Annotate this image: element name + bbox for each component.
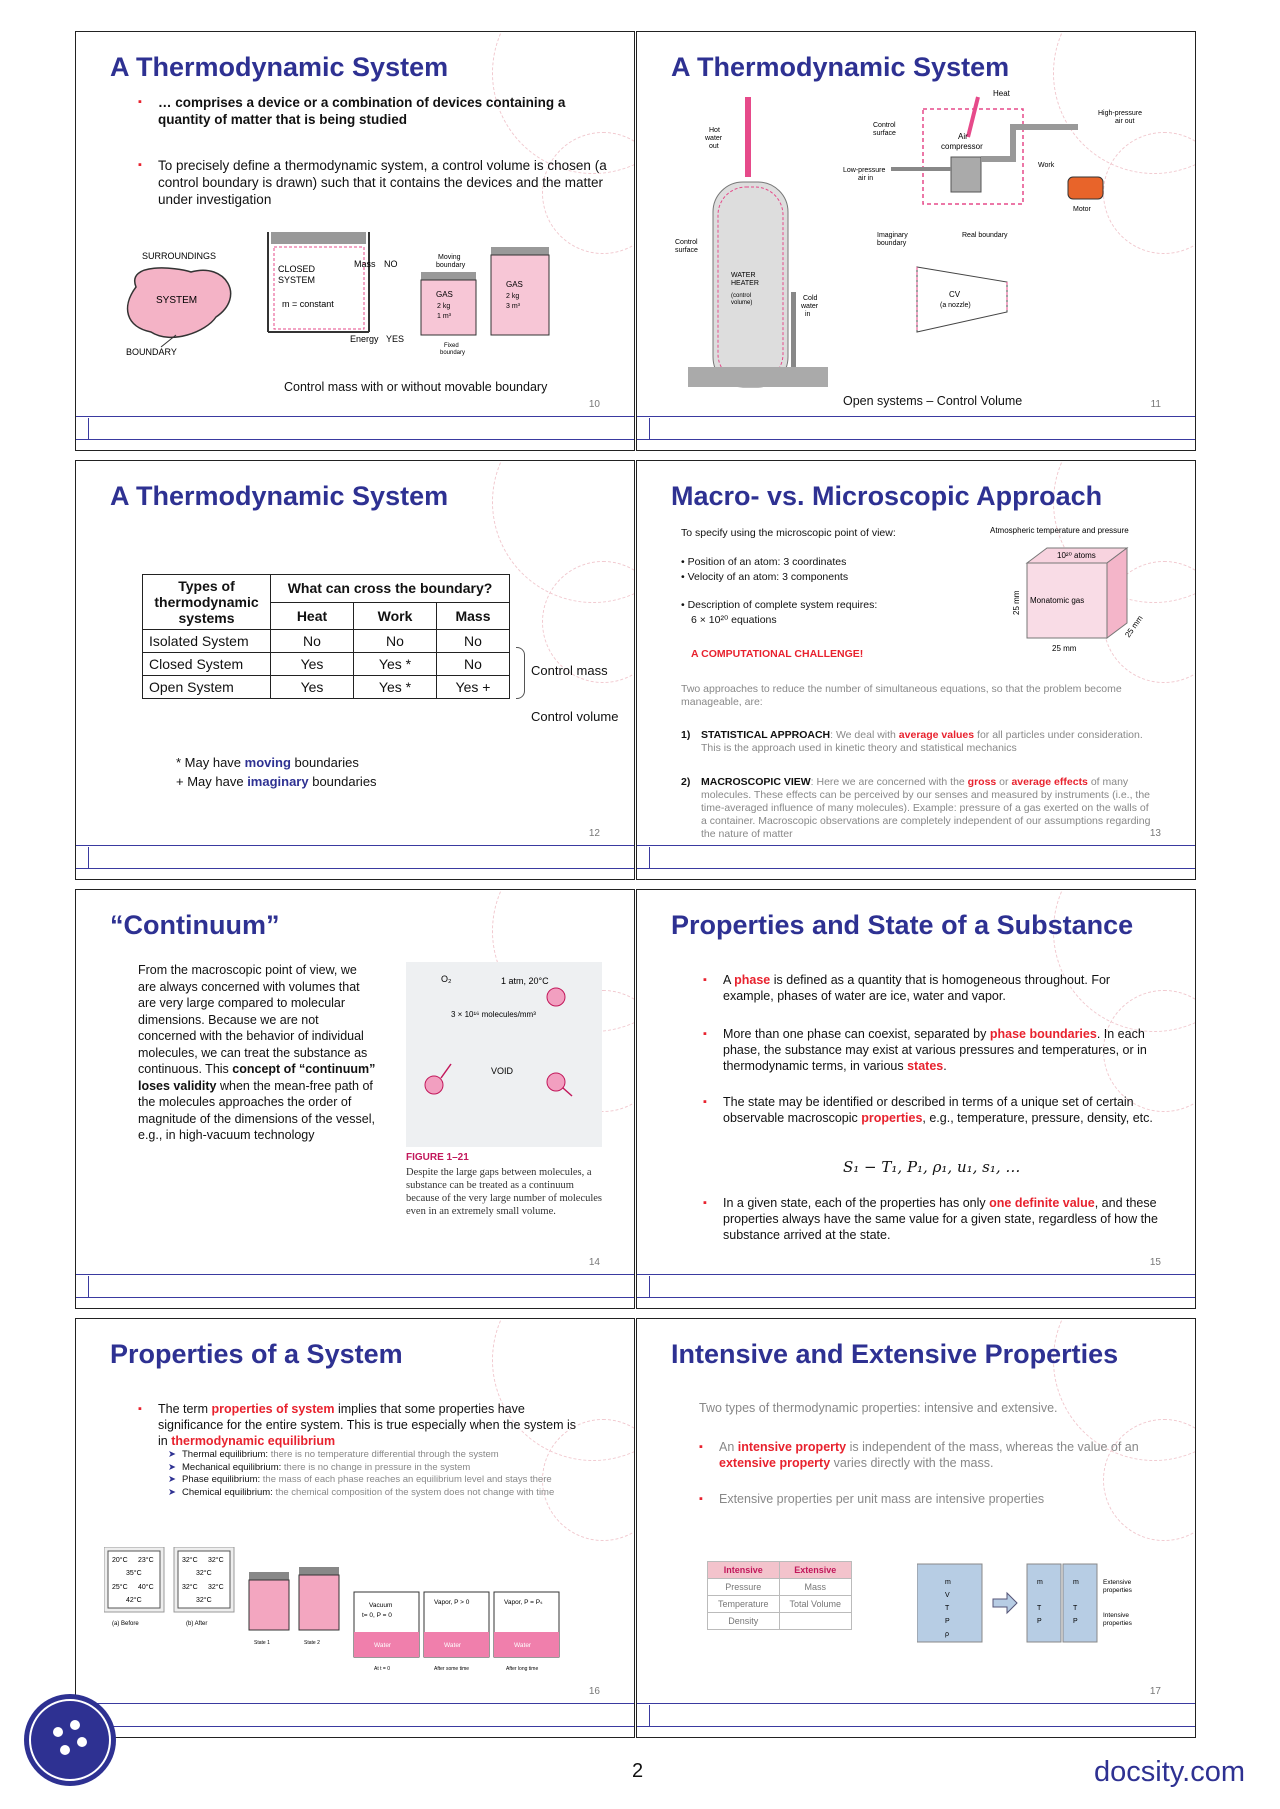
label: Extensive <box>1103 1579 1132 1586</box>
label: Control <box>675 239 698 246</box>
continuum-figure <box>406 962 606 1147</box>
label: State 1 <box>254 1640 270 1646</box>
slide-number: 12 <box>588 828 600 839</box>
label: Energy <box>350 334 379 344</box>
slide-title: A Thermodynamic System <box>671 52 1010 82</box>
label: Monatomic gas <box>1030 596 1085 605</box>
label: 25°C <box>112 1584 128 1591</box>
label: T <box>1073 1605 1078 1612</box>
label: CLOSED <box>278 264 316 274</box>
label: Heat <box>993 89 1010 98</box>
label: P <box>945 1618 950 1625</box>
label: 3 × 10¹⁶ molecules/mm³ <box>451 1010 536 1019</box>
intensive-extensive-figure <box>917 1559 1157 1649</box>
bullet: ▪ Extensive properties per unit mass are intensive properties <box>719 1491 1159 1507</box>
brace <box>516 647 525 699</box>
intro-text: Two types of thermodynamic properties: intensive and extensive. <box>699 1401 1058 1415</box>
label: t= 0, P = 0 <box>362 1612 392 1619</box>
figure-label: FIGURE 1–21 <box>406 1152 469 1163</box>
label: 32°C <box>182 1557 198 1564</box>
label: SYSTEM <box>278 275 316 285</box>
slide-title: Properties and State of a Substance <box>671 910 1134 940</box>
label: Hot <box>709 127 720 134</box>
label: 32°C <box>196 1597 212 1604</box>
label: m <box>945 1579 951 1586</box>
slide-10 <box>75 31 635 451</box>
label: 20°C <box>112 1557 128 1564</box>
equilibrium-figure <box>104 1547 634 1697</box>
label: Motor <box>1073 206 1091 213</box>
slide-number: 13 <box>1149 828 1161 839</box>
system-types-table <box>142 574 510 699</box>
label: T <box>1037 1605 1042 1612</box>
slide-title: A Thermodynamic System <box>110 52 449 82</box>
approach-2: 2) MACROSCOPIC VIEW: Here we are concerned with the gross or average effects of many molecules. These effects can be perceived by our senses and measured by instruments (i.e., the time-averaged influence of many molecules). Example: pressure of a gas exerted on the walls of a container. Macroscopic observations are completely independent of our assumptions regarding the nature of matter <box>681 776 1151 840</box>
bullet: ▪ The term properties of system implies that some properties have significance for the entire system. This is true especially when the system is in thermodynamic equilibrium <box>158 1401 578 1449</box>
label: After long time <box>506 1666 539 1672</box>
label: 32°C <box>208 1557 224 1564</box>
label: (control <box>731 293 752 299</box>
figure-caption: Open systems – Control Volume <box>843 394 1023 408</box>
label: Air <box>958 132 968 141</box>
label: Water <box>444 1642 462 1649</box>
label: water <box>705 135 723 142</box>
label: out <box>709 143 719 150</box>
table-row: Pressure Mass <box>708 1579 852 1596</box>
label: WATER <box>731 272 756 279</box>
label: At t = 0 <box>374 1666 390 1672</box>
label: in <box>805 311 811 318</box>
label: boundary <box>436 262 466 269</box>
bullet <box>158 157 608 208</box>
slide-14 <box>75 889 635 1309</box>
table-row: Density <box>708 1613 852 1630</box>
label: surface <box>675 247 698 254</box>
bullet: ▪ A phase is defined as a quantity that is homogeneous throughout. For example, phases of water are ice, water and vapor. <box>723 972 1163 1004</box>
table-row: Closed System Yes Yes * No <box>143 653 510 676</box>
table-row: Isolated System No No No <box>143 630 510 653</box>
label: Vapor, P = Pₛ <box>504 1599 543 1606</box>
label: GAS <box>436 290 453 299</box>
label: Moving <box>438 254 461 261</box>
label: T <box>945 1605 950 1612</box>
label: water <box>801 303 819 310</box>
label: 32°C <box>196 1570 212 1577</box>
table-header: Mass <box>437 602 510 630</box>
label: 32°C <box>182 1584 198 1591</box>
label: 35°C <box>126 1570 142 1577</box>
slide-title: Properties of a System <box>110 1339 403 1369</box>
nozzle-figure <box>877 227 1127 347</box>
control-volume-label: Control volume <box>531 709 619 724</box>
label: 25 mm <box>1052 644 1077 653</box>
label: m <box>1037 1579 1043 1586</box>
label: HEATER <box>731 280 759 287</box>
label: 25 mm <box>1012 590 1021 615</box>
label: SYSTEM <box>156 295 198 306</box>
slide-15 <box>636 889 1196 1309</box>
intro-text: To specify using the microscopic point of view: <box>681 527 896 539</box>
label: Fixed <box>444 343 459 349</box>
figure-text: Despite the large gaps between molecules, a substance can be treated as a continuum because of the very large number of molecules even in an extremely small volume. <box>406 1167 603 1217</box>
slide-title: “Continuum” <box>110 910 280 940</box>
label: Vacuum <box>369 1602 393 1609</box>
approaches-text: Two approaches to reduce the number of simultaneous equations, so that the problem become manageable, are: <box>681 683 1122 708</box>
label: air in <box>858 175 874 182</box>
label: ρ <box>945 1631 949 1638</box>
slide-number: 11 <box>1150 399 1161 410</box>
table-header: Heat <box>271 602 354 630</box>
label: m = constant <box>282 299 334 309</box>
label: Atmospheric temperature and pressure <box>990 526 1129 535</box>
label: (a) Before <box>112 1621 139 1627</box>
label: 3 m³ <box>506 303 520 310</box>
note: * May have moving boundaries + May have imaginary boundaries <box>176 755 377 789</box>
label: After some time <box>434 1666 470 1672</box>
label: NO <box>384 259 398 269</box>
approach-1: 1) STATISTICAL APPROACH: We deal with average values for all particles under consideration. This is the approach used in kinetic theory and statistical mechanics <box>681 729 1143 754</box>
bullet-text: … comprises a device or a combination of devices containing a quantity of matter that is being studied <box>158 95 566 127</box>
slide-title: A Thermodynamic System <box>110 481 449 511</box>
bullet: ▪ More than one phase can coexist, separated by phase boundaries. In each phase, the substance may exist at various pressures and temperatures, or in thermodynamic terms, in various states. <box>723 1026 1163 1074</box>
bullet: ▪ The state may be identified or described in terms of a unique set of certain observable macroscopic properties, e.g., temperature, pressure, density, etc. <box>723 1094 1163 1126</box>
label: VOID <box>491 1066 514 1076</box>
docsity-logo-icon <box>20 1690 120 1790</box>
figure-caption: Control mass with or without movable boundary <box>284 380 548 394</box>
label: BOUNDARY <box>126 347 177 357</box>
label: SURROUNDINGS <box>142 251 217 261</box>
slide-number: 15 <box>1149 1257 1161 1268</box>
slide-number: 16 <box>588 1686 600 1697</box>
label: P <box>1073 1618 1078 1625</box>
slide-12 <box>75 460 635 880</box>
control-mass-label: Control mass <box>531 663 608 678</box>
brand-link[interactable]: docsity.com <box>1094 1756 1245 1788</box>
label: Mass <box>354 259 376 269</box>
cube-figure <box>987 523 1167 653</box>
micro-list: • Position of an atom: 3 coordinates • Velocity of an atom: 3 components • Description of complete system requires: 6 × 10²⁰ equations <box>681 556 878 626</box>
table-row: Open System Yes Yes * Yes + <box>143 676 510 699</box>
challenge-text: A COMPUTATIONAL CHALLENGE! <box>691 648 864 660</box>
label: Work <box>1038 162 1055 169</box>
label: (a nozzle) <box>940 302 971 309</box>
label: 1 m³ <box>437 313 451 320</box>
label: 25 mm <box>1123 613 1145 640</box>
bullet: ▪ An intensive property is independent of the mass, whereas the value of an extensive property varies directly with the mass. <box>719 1439 1159 1471</box>
page-number: 2 <box>632 1760 644 1782</box>
properties-table: Intensive Extensive Pressure Mass Temperature Total Volume Density <box>707 1561 852 1630</box>
slide-17 <box>636 1318 1196 1738</box>
label: Control <box>873 122 896 129</box>
slide-number: 14 <box>588 1257 600 1268</box>
slide-11 <box>636 31 1196 451</box>
label: 2 kg <box>437 303 451 310</box>
label: V <box>945 1592 950 1599</box>
slide-title: Intensive and Extensive Properties <box>671 1339 1119 1369</box>
compressor-figure <box>843 87 1173 217</box>
label: O₂ <box>441 974 452 984</box>
label: Water <box>514 1642 532 1649</box>
label: High-pressure <box>1098 110 1142 117</box>
label: Cold <box>803 295 818 302</box>
bullet: ▪ In a given state, each of the properties has only one definite value, and these properties always have the same value for a given state, regardless of how the substance arrived at the state. <box>723 1195 1163 1243</box>
bullet <box>158 94 608 128</box>
label: 42°C <box>126 1597 142 1604</box>
water-heater-figure <box>673 92 833 392</box>
table-header: Types of thermodynamic systems <box>143 575 271 630</box>
label: m <box>1073 1579 1079 1586</box>
label: compressor <box>941 142 983 151</box>
label: surface <box>873 130 896 137</box>
label: 40°C <box>138 1584 154 1591</box>
closed-system-figure <box>96 227 626 357</box>
slide-13 <box>636 460 1196 880</box>
label: State 2 <box>304 1640 320 1646</box>
label: 2 kg <box>506 293 520 300</box>
label: properties <box>1103 1620 1132 1627</box>
label: 23°C <box>138 1557 154 1564</box>
label: volume) <box>731 300 753 306</box>
label: Intensive <box>1103 1612 1130 1619</box>
label: GAS <box>506 280 523 289</box>
label: Low-pressure <box>843 167 886 174</box>
label: YES <box>386 334 405 344</box>
label: Vapor, P > 0 <box>434 1599 470 1606</box>
label: 32°C <box>208 1584 224 1591</box>
label: Real boundary <box>962 232 1008 239</box>
label: Water <box>374 1642 392 1649</box>
equilibrium-list: ➤ Thermal equilibrium: there is no temperature differential through the system ➤ Mechanical equilibrium: there is no change in pressure in the system ➤ Phase equilibrium: the mass of each phase reaches an equilibrium level and stays there ➤ Chemical equilibrium: the chemical composition of the system does not change with time <box>168 1449 555 1498</box>
label: CV <box>949 290 961 299</box>
label: Imaginary <box>877 232 908 239</box>
label: air out <box>1115 118 1135 125</box>
label: 10²⁰ atoms <box>1057 551 1096 560</box>
label: P <box>1037 1618 1042 1625</box>
slide-number: 17 <box>1149 1686 1161 1697</box>
label: 1 atm, 20°C <box>501 976 549 986</box>
state-equation: S₁ − T₁, P₁, ρ₁, u₁, s₁, … <box>843 1158 1021 1176</box>
table-header: What can cross the boundary? <box>271 575 510 603</box>
label: properties <box>1103 1587 1132 1594</box>
table-header: Work <box>354 602 437 630</box>
label: boundary <box>877 240 907 247</box>
label: boundary <box>440 350 466 356</box>
label: (b) After <box>186 1621 208 1627</box>
bullet-text: To precisely define a thermodynamic system, a control volume is chosen (a control boundary is drawn) such that it contains the devices and the matter under investigation <box>158 158 607 207</box>
slide-number: 10 <box>588 399 600 410</box>
continuum-text: From the macroscopic point of view, we are always concerned with volumes that are very large compared to molecular dimensions. Because we are not concerned with the behavior of individual molecules, we can treat the substance as continuous. This concept of “continuum” loses validity when the mean-free path of the molecules approaches the order of magnitude of the dimensions of the vessel, e.g., in high-vacuum technology <box>138 963 376 1142</box>
slide-title: Macro- vs. Microscopic Approach <box>671 481 1103 511</box>
slide-16 <box>75 1318 635 1738</box>
table-row: Temperature Total Volume <box>708 1596 852 1613</box>
